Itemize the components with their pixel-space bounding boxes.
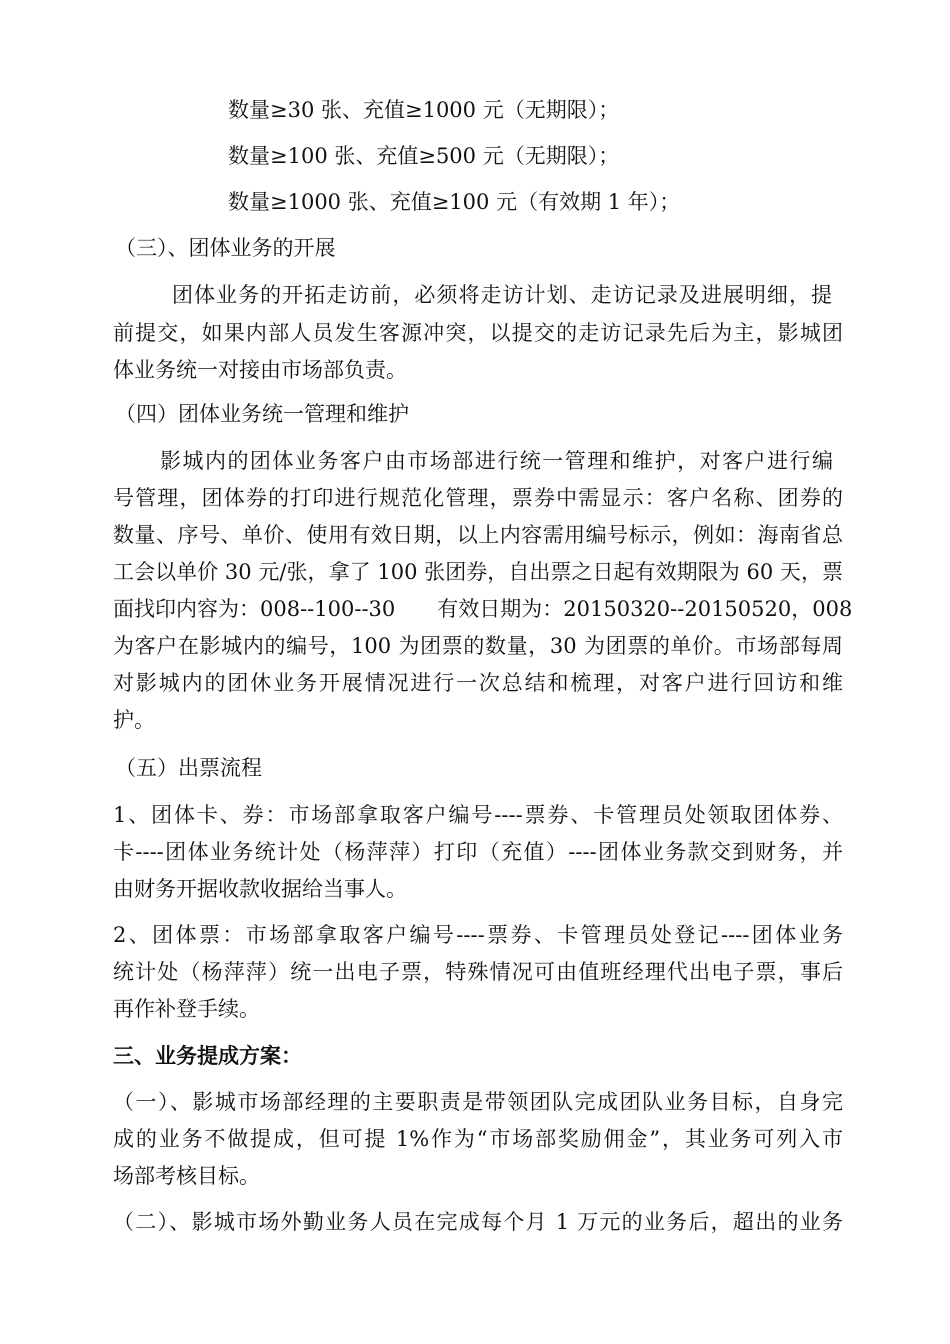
paragraph-line: 再作补登手续。: [113, 997, 260, 1021]
paragraph-line: 由财务开据收款收据给当事人。: [113, 877, 407, 901]
section-heading-5: （五）出票流程: [115, 756, 262, 780]
paragraph-line: 体业务统一对接由市场部负责。: [113, 358, 407, 382]
paragraph-line: 工会以单价 30 元/张，拿了 100 张团券，自出票之日起有效期限为 60 天，票: [113, 560, 843, 584]
paragraph-line: 场部考核目标。: [113, 1164, 260, 1188]
paragraph-line: （一）、影城市场部经理的主要职责是带领团队完成团队业务目标，自身完: [113, 1090, 843, 1114]
paragraph-line: 2、团体票：市场部拿取客户编号----票券、卡管理员处登记----团体业务: [113, 923, 843, 947]
paragraph-line: （二）、影城市场外勤业务人员在完成每个月 1 万元的业务后，超出的业务: [113, 1210, 843, 1234]
paragraph-line: 统计处（杨萍萍）统一出电子票，特殊情况可由值班经理代出电子票，事后: [113, 960, 843, 984]
paragraph-line: 护。: [113, 708, 155, 732]
section-heading-4: （四）团体业务统一管理和维护: [115, 402, 409, 426]
section-heading-commission: 三、业务提成方案：: [113, 1043, 302, 1068]
section-heading-3: （三）、团体业务的开展: [115, 236, 336, 260]
paragraph-line: 团体业务的开拓走访前，必须将走访计划、走访记录及进展明细，提: [172, 283, 832, 307]
paragraph-line: 对影城内的团休业务开展情况进行一次总结和梳理，对客户进行回访和维: [113, 671, 843, 695]
quantity-tier-1: 数量≥30 张、充值≥1000 元（无期限）；: [228, 98, 620, 122]
paragraph-line: 号管理，团体券的打印进行规范化管理，票券中需显示：客户名称、团券的: [113, 486, 843, 510]
paragraph-line: 面找印内容为：008--100--30 有效日期为：20150320--20150520，008: [113, 597, 853, 621]
quantity-tier-2: 数量≥100 张、充值≥500 元（无期限）；: [228, 144, 620, 168]
paragraph-line: 为客户在影城内的编号，100 为团票的数量，30 为团票的单价。市场部每周: [113, 634, 843, 658]
paragraph-line: 影城内的团体业务客户由市场部进行统一管理和维护，对客户进行编: [160, 449, 833, 473]
paragraph-line: 1、团体卡、券：市场部拿取客户编号----票券、卡管理员处领取团体券、: [113, 803, 843, 827]
quantity-tier-3: 数量≥1000 张、充值≥100 元（有效期 1 年）；: [228, 190, 681, 214]
paragraph-line: 卡----团体业务统计处（杨萍萍）打印（充值）----团体业务款交到财务，并: [113, 840, 843, 864]
paragraph-line: 成的业务不做提成，但可提 1%作为“市场部奖励佣金”，其业务可列入市: [113, 1127, 843, 1151]
paragraph-line: 数量、序号、单价、使用有效日期，以上内容需用编号标示，例如：海南省总: [113, 523, 843, 547]
paragraph-line: 前提交，如果内部人员发生客源冲突，以提交的走访记录先后为主，影城团: [113, 321, 843, 345]
